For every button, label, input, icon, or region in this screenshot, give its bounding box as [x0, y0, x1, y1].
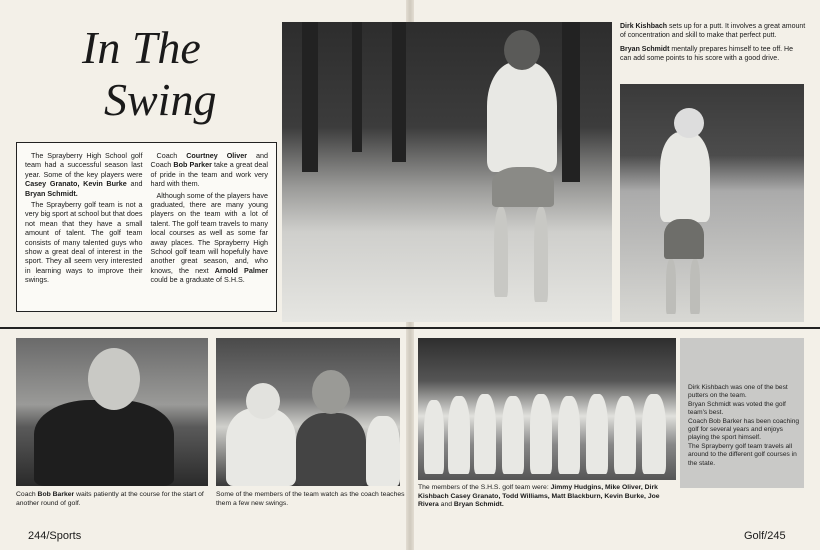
team-member: [424, 400, 444, 474]
team-watching-caption: Some of the members of the team watch as the coach teaches them a few new swings.: [216, 491, 405, 507]
fact-line: Bryan Schmidt was voted the golf team's best.: [688, 400, 786, 417]
player-name: Bryan Schmidt: [620, 46, 670, 53]
text-run: could be a graduate of S.H.S.: [150, 275, 245, 285]
tree-trunk: [352, 22, 362, 152]
intro-paragraph-4: [151, 191, 269, 285]
text-run: The members of the S.H.S. golf team were:: [418, 484, 551, 491]
golfer-cap: [674, 108, 704, 138]
golfer-leg: [690, 259, 700, 314]
team-member: [586, 394, 608, 474]
team-member: [642, 394, 666, 474]
team-member: [614, 396, 636, 474]
golfer-leg: [534, 207, 548, 302]
team-member: [448, 396, 470, 474]
player-names: Casey Granato, Kevin Burke: [25, 179, 127, 189]
golfer-name: Arnold Palmer: [214, 265, 268, 275]
fact-line: The Sprayberry golf team travels all around to the different golf courses in the state.: [688, 442, 797, 467]
tree-trunk: [392, 22, 406, 162]
tee-off-golfer-photo: [620, 84, 804, 322]
text-run: sets up for a putt. It involves a great amount of concentration and skill to make that perfect putt.: [620, 23, 806, 39]
text-run: and: [438, 501, 454, 509]
text-run: waits patiently at the course for the start of another round of golf.: [16, 491, 204, 507]
golfer-shirt: [487, 62, 557, 172]
team-member: [558, 396, 580, 474]
player-head: [312, 370, 350, 414]
player-cap: [246, 383, 280, 419]
facts-box: [680, 338, 804, 488]
text-run: Coach: [156, 151, 187, 160]
player-shirt: [296, 413, 366, 486]
golfer-leg: [666, 259, 676, 314]
roster-names: Casey Granato, Todd Williams, Matt Blackburn, Kevin Burke, Joe Rivera: [418, 492, 660, 509]
team-member: [502, 396, 524, 474]
team-roster-caption: [418, 484, 676, 510]
text-run: Coach: [16, 491, 38, 498]
title-line-1: In The: [82, 22, 201, 73]
roster-names: Jimmy Hudgins, Mike Oliver, Dirk Kishbach: [418, 484, 658, 500]
coach-name: Bob Parker: [173, 160, 212, 170]
player-shirt: [226, 408, 296, 486]
intro-column-1: [25, 151, 143, 303]
page-title: [82, 22, 282, 126]
putting-golfer-photo: [282, 22, 612, 322]
page-number-right: Golf/245: [744, 530, 786, 542]
coach-jacket: [34, 400, 174, 486]
top-captions: [620, 22, 806, 68]
golfer-shirt: [660, 132, 710, 222]
golfer-shorts: [664, 219, 704, 259]
player-name: Dirk Kishbach: [620, 23, 668, 30]
intro-column-2: [151, 151, 269, 303]
coach-photo: [16, 338, 208, 486]
team-group-photo: [418, 338, 676, 480]
golfer-leg: [494, 207, 508, 297]
team-member: [474, 394, 496, 474]
coach-caption: [16, 491, 212, 508]
fact-line: Coach Bob Barker has been coaching golf for several years and enjoys playing the sport himself.: [688, 417, 800, 442]
text-run: and Coach: [150, 151, 268, 170]
team-member: [530, 394, 552, 474]
intro-text-box: [16, 142, 277, 312]
player-name: Bryan Schmidt.: [25, 188, 78, 198]
player-shirt: [366, 416, 400, 486]
text-run: take a great deal of pride in the team and work very hard with them.: [150, 160, 268, 189]
facts-text: [688, 384, 800, 468]
golfer-shorts: [492, 167, 554, 207]
intro-paragraph-1: [25, 151, 143, 198]
coach-name: Bob Barker: [37, 491, 75, 498]
tree-trunk: [302, 22, 318, 172]
text-run: mentally prepares himself to tee off. He can add some points to his score with a good drive.: [620, 46, 794, 62]
coach-name: Courtney Oliver: [186, 151, 248, 160]
text-run: and: [126, 179, 143, 189]
caption-tee-off: [620, 45, 806, 63]
golfer-head: [504, 30, 540, 70]
tree-trunk: [562, 22, 580, 182]
fact-line: Dirk Kishbach was one of the best putters on the team.: [688, 384, 788, 400]
intro-paragraph-2: The Sprayberry golf team is not a very big sport at school but that does not mean that they have a small amount of talent. The golf team consists of many talented guys who show a great deal of interest in the sport. They all seem very interested in learning ways to improve their swings.: [25, 200, 143, 285]
intro-paragraph-3: [151, 151, 269, 189]
coach-head: [88, 348, 140, 410]
section-divider: [0, 327, 820, 329]
title-line-2: Swing: [104, 74, 217, 125]
caption-putt: [620, 22, 806, 40]
page-number-left: 244/Sports: [28, 530, 82, 542]
roster-names: Bryan Schmidt.: [453, 501, 504, 509]
text-run: The Sprayberry High School golf team had a successful season last year. Some of the key players were: [25, 151, 143, 179]
text-run: Although some of the players have graduated, there are many young players on the team with a lot of talent. The golf team travels to many local courses as well as some far away places. The Sprayberry High School golf team will hopefully have another great season, and, who knows, the next: [150, 190, 268, 275]
team-watching-photo: [216, 338, 400, 486]
